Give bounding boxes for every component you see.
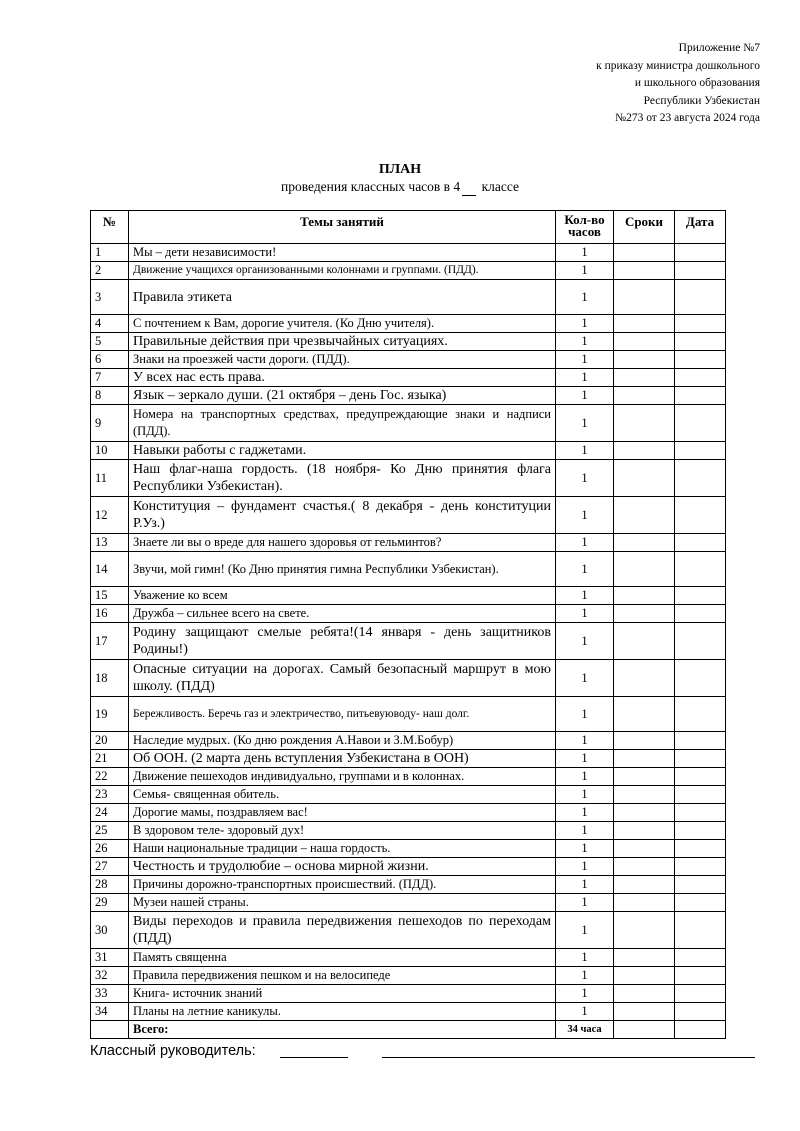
row-number: 8 xyxy=(91,387,129,405)
row-terms-cell xyxy=(614,605,675,623)
total-label: Всего: xyxy=(129,1021,556,1039)
table-row xyxy=(91,552,726,587)
table-row xyxy=(91,697,726,732)
table-row xyxy=(91,369,726,387)
row-topic: Правила передвижения пешком и на велосипеде xyxy=(129,967,556,985)
row-date-cell xyxy=(675,497,726,534)
row-date-cell xyxy=(675,623,726,660)
table-row xyxy=(91,840,726,858)
row-number: 33 xyxy=(91,985,129,1003)
row-date-cell xyxy=(675,1003,726,1021)
row-topic: Знаете ли вы о вреде для нашего здоровья от гельминтов? xyxy=(129,534,556,552)
row-terms-cell xyxy=(614,858,675,876)
row-number: 13 xyxy=(91,534,129,552)
row-number: 9 xyxy=(91,405,129,442)
row-number: 34 xyxy=(91,1003,129,1021)
col-header-num: № xyxy=(91,211,129,244)
row-terms-cell xyxy=(614,315,675,333)
row-hours: 1 xyxy=(556,262,614,280)
row-hours: 1 xyxy=(556,660,614,697)
row-terms-cell xyxy=(614,786,675,804)
row-date-cell xyxy=(675,858,726,876)
table-row xyxy=(91,768,726,786)
total-date-cell xyxy=(675,1021,726,1039)
class-letter-blank xyxy=(462,179,476,196)
row-date-cell xyxy=(675,804,726,822)
row-number: 5 xyxy=(91,333,129,351)
row-hours: 1 xyxy=(556,460,614,497)
row-topic: Конституция – фундамент счастья.( 8 декабря - день конституции Р.Уз.) xyxy=(129,497,556,534)
row-hours: 1 xyxy=(556,315,614,333)
row-terms-cell xyxy=(614,351,675,369)
row-date-cell xyxy=(675,750,726,768)
row-hours: 1 xyxy=(556,697,614,732)
table-row xyxy=(91,387,726,405)
row-hours: 1 xyxy=(556,442,614,460)
table-row xyxy=(91,534,726,552)
col-header-date: Дата xyxy=(675,211,726,244)
table-row xyxy=(91,442,726,460)
row-number: 6 xyxy=(91,351,129,369)
row-date-cell xyxy=(675,262,726,280)
row-number: 11 xyxy=(91,460,129,497)
table-row xyxy=(91,351,726,369)
row-date-cell xyxy=(675,315,726,333)
row-terms-cell xyxy=(614,804,675,822)
row-number: 14 xyxy=(91,552,129,587)
row-terms-cell xyxy=(614,985,675,1003)
table-row xyxy=(91,280,726,315)
row-terms-cell xyxy=(614,912,675,949)
row-number: 15 xyxy=(91,587,129,605)
signature-line xyxy=(280,1057,348,1058)
row-terms-cell xyxy=(614,1003,675,1021)
order-reference xyxy=(500,40,760,128)
row-topic: Знаки на проезжей части дороги. (ПДД). xyxy=(129,351,556,369)
table-row xyxy=(91,804,726,822)
row-number: 1 xyxy=(91,244,129,262)
row-number: 24 xyxy=(91,804,129,822)
row-date-cell xyxy=(675,840,726,858)
row-topic: У всех нас есть права. xyxy=(129,369,556,387)
table-row xyxy=(91,894,726,912)
row-date-cell xyxy=(675,967,726,985)
row-topic: Звучи, мой гимн! (Ко Дню принятия гимна Республики Узбекистан). xyxy=(129,552,556,587)
row-date-cell xyxy=(675,985,726,1003)
row-topic: С почтением к Вам, дорогие учителя. (Ко Дню учителя). xyxy=(129,315,556,333)
row-terms-cell xyxy=(614,623,675,660)
row-terms-cell xyxy=(614,244,675,262)
row-topic: Причины дорожно-транспортных происшествий. (ПДД). xyxy=(129,876,556,894)
row-terms-cell xyxy=(614,534,675,552)
row-terms-cell xyxy=(614,280,675,315)
table-row xyxy=(91,985,726,1003)
row-number: 21 xyxy=(91,750,129,768)
header-line: Приложение №7 xyxy=(678,42,760,54)
row-number: 26 xyxy=(91,840,129,858)
row-number: 29 xyxy=(91,894,129,912)
total-num-cell xyxy=(91,1021,129,1039)
row-number: 23 xyxy=(91,786,129,804)
row-terms-cell xyxy=(614,387,675,405)
subtitle-text-end: классе xyxy=(481,179,519,194)
table-row xyxy=(91,1003,726,1021)
row-date-cell xyxy=(675,460,726,497)
row-terms-cell xyxy=(614,876,675,894)
row-hours: 1 xyxy=(556,605,614,623)
row-topic: Семья- священная обитель. xyxy=(129,786,556,804)
row-hours: 1 xyxy=(556,876,614,894)
table-row xyxy=(91,822,726,840)
row-hours: 1 xyxy=(556,387,614,405)
table-row xyxy=(91,497,726,534)
row-topic: Наши национальные традиции – наша гордость. xyxy=(129,840,556,858)
table-row xyxy=(91,732,726,750)
row-date-cell xyxy=(675,697,726,732)
row-topic: Движение учащихся организованными колоннами и группами. (ПДД). xyxy=(129,262,556,280)
row-topic: Дружба – сильнее всего на свете. xyxy=(129,605,556,623)
row-topic: Об ООН. (2 марта день вступления Узбекистана в ООН) xyxy=(129,750,556,768)
row-date-cell xyxy=(675,732,726,750)
col-header-topic: Темы занятий xyxy=(129,211,556,244)
row-number: 32 xyxy=(91,967,129,985)
table-row xyxy=(91,660,726,697)
row-number: 7 xyxy=(91,369,129,387)
row-topic: Наследие мудрых. (Ко дню рождения А.Навои и З.М.Бобур) xyxy=(129,732,556,750)
row-hours: 1 xyxy=(556,858,614,876)
row-hours: 1 xyxy=(556,333,614,351)
table-header-row xyxy=(91,211,726,244)
table-row xyxy=(91,876,726,894)
row-topic: Память священна xyxy=(129,949,556,967)
row-hours: 1 xyxy=(556,587,614,605)
row-terms-cell xyxy=(614,732,675,750)
row-topic: В здоровом теле- здоровый дух! xyxy=(129,822,556,840)
row-topic: Номера на транспортных средствах, предупреждающие знаки и надписи (ПДД). xyxy=(129,405,556,442)
row-hours: 1 xyxy=(556,822,614,840)
row-number: 25 xyxy=(91,822,129,840)
row-terms-cell xyxy=(614,822,675,840)
row-date-cell xyxy=(675,605,726,623)
row-number: 22 xyxy=(91,768,129,786)
row-terms-cell xyxy=(614,405,675,442)
row-hours: 1 xyxy=(556,985,614,1003)
row-terms-cell xyxy=(614,894,675,912)
row-hours: 1 xyxy=(556,786,614,804)
name-line xyxy=(382,1057,755,1058)
table-row xyxy=(91,858,726,876)
table-row xyxy=(91,786,726,804)
row-terms-cell xyxy=(614,697,675,732)
row-hours: 1 xyxy=(556,497,614,534)
row-terms-cell xyxy=(614,460,675,497)
row-topic: Виды переходов и правила передвижения пешеходов по переходам (ПДД) xyxy=(129,912,556,949)
row-date-cell xyxy=(675,552,726,587)
row-date-cell xyxy=(675,333,726,351)
document-title: ПЛАН xyxy=(378,162,422,177)
row-hours: 1 xyxy=(556,552,614,587)
table-row xyxy=(91,333,726,351)
header-line: и школьного образования xyxy=(634,77,760,89)
row-terms-cell xyxy=(614,768,675,786)
row-topic: Движение пешеходов индивидуально, группами и в колоннах. xyxy=(129,768,556,786)
row-number: 27 xyxy=(91,858,129,876)
row-terms-cell xyxy=(614,442,675,460)
row-date-cell xyxy=(675,351,726,369)
row-number: 19 xyxy=(91,697,129,732)
table-row xyxy=(91,912,726,949)
table-row xyxy=(91,315,726,333)
row-terms-cell xyxy=(614,369,675,387)
row-number: 30 xyxy=(91,912,129,949)
table-row xyxy=(91,967,726,985)
header-line: Республики Узбекистан xyxy=(643,94,760,107)
subtitle-text: проведения классных часов в 4 xyxy=(280,179,461,194)
table-row xyxy=(91,605,726,623)
row-topic: Книга- источник знаний xyxy=(129,985,556,1003)
row-terms-cell xyxy=(614,497,675,534)
row-date-cell xyxy=(675,949,726,967)
plan-table xyxy=(90,210,726,1039)
signature-label: Классный руководитель: xyxy=(90,1043,256,1059)
row-number: 18 xyxy=(91,660,129,697)
row-hours: 1 xyxy=(556,534,614,552)
table-row xyxy=(91,623,726,660)
table-row xyxy=(91,405,726,442)
total-terms-cell xyxy=(614,1021,675,1039)
row-number: 3 xyxy=(91,280,129,315)
row-number: 20 xyxy=(91,732,129,750)
row-topic: Наш флаг-наша гордость. (18 ноября- Ко Дню принятия флага Республики Узбекистан). xyxy=(129,460,556,497)
table-row xyxy=(91,949,726,967)
total-row xyxy=(91,1021,726,1039)
row-date-cell xyxy=(675,280,726,315)
row-hours: 1 xyxy=(556,1003,614,1021)
row-number: 16 xyxy=(91,605,129,623)
row-topic: Бережливость. Беречь газ и электричество, питьевуюводу- наш долг. xyxy=(129,697,556,732)
row-number: 12 xyxy=(91,497,129,534)
header-line: к приказу министра дошкольного xyxy=(596,59,760,72)
row-topic: Уважение ко всем xyxy=(129,587,556,605)
row-hours: 1 xyxy=(556,768,614,786)
row-terms-cell xyxy=(614,967,675,985)
row-topic: Планы на летние каникулы. xyxy=(129,1003,556,1021)
row-topic: Язык – зеркало души. (21 октября – день Гос. языка) xyxy=(129,387,556,405)
row-topic: Навыки работы с гаджетами. xyxy=(129,442,556,460)
row-hours: 1 xyxy=(556,967,614,985)
row-date-cell xyxy=(675,405,726,442)
row-date-cell xyxy=(675,894,726,912)
row-terms-cell xyxy=(614,587,675,605)
col-header-hours: Кол-во часов xyxy=(556,211,614,244)
row-topic: Правильные действия при чрезвычайных ситуациях. xyxy=(129,333,556,351)
row-date-cell xyxy=(675,786,726,804)
row-date-cell xyxy=(675,534,726,552)
row-number: 31 xyxy=(91,949,129,967)
row-terms-cell xyxy=(614,840,675,858)
row-date-cell xyxy=(675,587,726,605)
row-number: 10 xyxy=(91,442,129,460)
table-row xyxy=(91,244,726,262)
row-terms-cell xyxy=(614,552,675,587)
row-date-cell xyxy=(675,442,726,460)
table-row xyxy=(91,262,726,280)
row-hours: 1 xyxy=(556,894,614,912)
table-row xyxy=(91,587,726,605)
row-number: 2 xyxy=(91,262,129,280)
table-row xyxy=(91,750,726,768)
row-hours: 1 xyxy=(556,804,614,822)
row-topic: Музеи нашей страны. xyxy=(129,894,556,912)
row-hours: 1 xyxy=(556,351,614,369)
table-row xyxy=(91,460,726,497)
total-hours: 34 часа xyxy=(556,1021,614,1039)
document-subtitle xyxy=(0,179,800,196)
row-terms-cell xyxy=(614,750,675,768)
row-hours: 1 xyxy=(556,244,614,262)
row-terms-cell xyxy=(614,949,675,967)
row-number: 17 xyxy=(91,623,129,660)
row-number: 4 xyxy=(91,315,129,333)
row-topic: Дорогие мамы, поздравляем вас! xyxy=(129,804,556,822)
row-date-cell xyxy=(675,660,726,697)
row-topic: Опасные ситуации на дорогах. Самый безопасный маршрут в мою школу. (ПДД) xyxy=(129,660,556,697)
row-date-cell xyxy=(675,387,726,405)
row-terms-cell xyxy=(614,660,675,697)
row-date-cell xyxy=(675,822,726,840)
row-topic: Честность и трудолюбие – основа мирной жизни. xyxy=(129,858,556,876)
row-hours: 1 xyxy=(556,732,614,750)
row-hours: 1 xyxy=(556,912,614,949)
row-topic: Мы – дети независимости! xyxy=(129,244,556,262)
header-line: №273 от 23 августа 2024 года xyxy=(615,112,760,124)
row-hours: 1 xyxy=(556,369,614,387)
row-terms-cell xyxy=(614,262,675,280)
row-number: 28 xyxy=(91,876,129,894)
row-date-cell xyxy=(675,768,726,786)
row-hours: 1 xyxy=(556,750,614,768)
row-date-cell xyxy=(675,244,726,262)
row-hours: 1 xyxy=(556,840,614,858)
row-hours: 1 xyxy=(556,405,614,442)
row-date-cell xyxy=(675,912,726,949)
row-terms-cell xyxy=(614,333,675,351)
row-topic: Родину защищают смелые ребята!(14 января - день защитников Родины!) xyxy=(129,623,556,660)
row-hours: 1 xyxy=(556,949,614,967)
row-topic: Правила этикета xyxy=(129,280,556,315)
row-date-cell xyxy=(675,876,726,894)
row-hours: 1 xyxy=(556,623,614,660)
col-header-terms: Сроки xyxy=(614,211,675,244)
row-date-cell xyxy=(675,369,726,387)
row-hours: 1 xyxy=(556,280,614,315)
